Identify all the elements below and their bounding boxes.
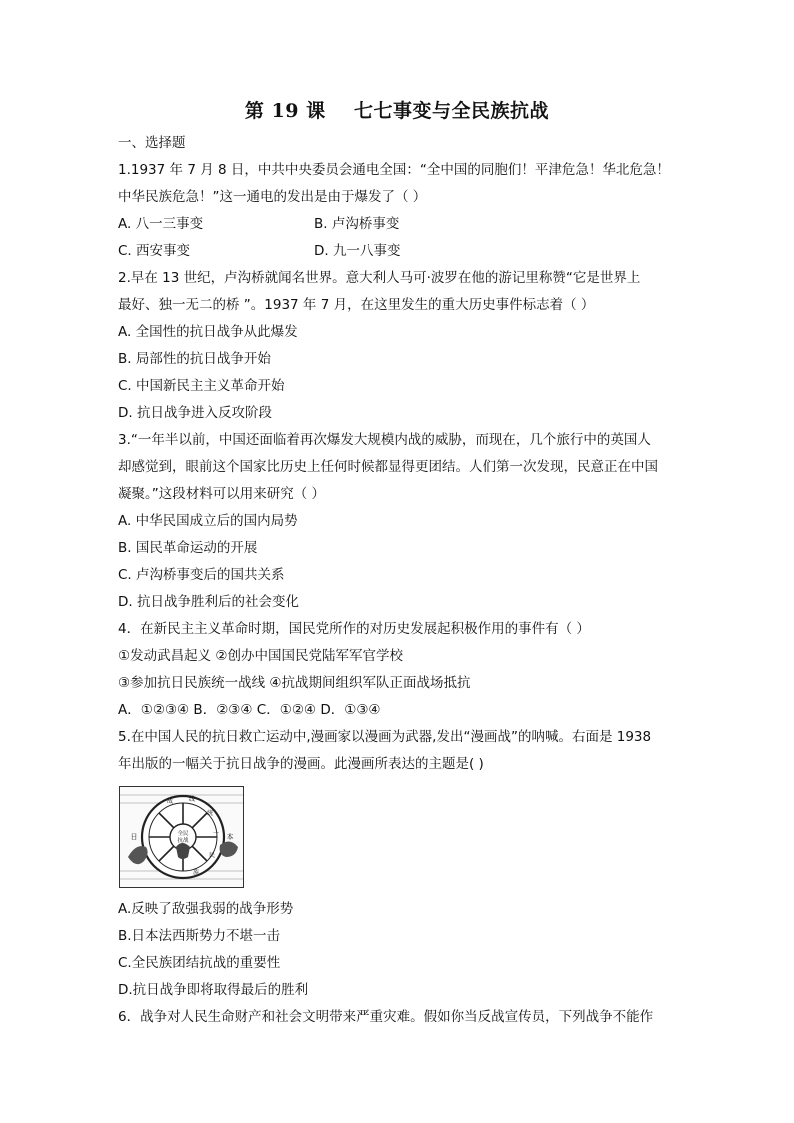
q3-stem-line: 凝聚。”这段材料可以用来研究（ ） [118,486,326,502]
cartoon-side-text: 本 [226,833,234,841]
q5-stem-line: 年出版的一幅关于抗日战争的漫画。此漫画所表达的主题是( ) [118,756,484,772]
cartoon-rim-text: 民 [208,852,216,859]
q4-stem-line: ①发动武昌起义 ②创办中国国民党陆军军官学校 [118,648,403,664]
cartoon-rim-text: 战 [166,798,174,805]
q3-option-b: B. 国民革命运动的开展 [118,540,258,556]
q3-option-c: C. 卢沟桥事变后的国共关系 [118,567,285,583]
page-title: 第 19 课 七七事变与全民族抗战 [244,100,550,122]
q5-option-c: C.全民族团结抗战的重要性 [118,955,281,971]
q2-option-b: B. 局部性的抗日战争开始 [118,351,271,367]
q3-stem-line: 却感觉到，眼前这个国家比历史上任何时候都显得更团结。人们第一次发现，民意正在中国 [118,459,658,475]
cartoon-wheel-illustration [120,787,243,887]
q2-option-c: C. 中国新民主主义革命开始 [118,378,285,394]
cartoon-rim-text: 统 [206,810,214,817]
q1-stem-line: 1.1937 年 7 月 8 日，中共中央委员会通电全国：“全中国的同胞们！平津危急！华北危急！ [118,162,670,178]
cartoon-rim-text: 族 [192,869,200,876]
cartoon-rim-text: 线 [188,796,196,803]
q3-stem-line: 3.“一年半以前，中国还面临着再次爆发大规模内战的威胁，而现在，几个旅行中的英国人 [118,432,651,448]
q1-option-b: B. 卢沟桥事变 [314,216,400,232]
cartoon-image [119,786,244,888]
q4-stem-line: ③参加抗日民族统一战线 ④抗战期间组织军队正面战场抵抗 [118,675,471,691]
q5-option-b: B.日本法西斯势力不堪一击 [118,928,281,944]
cartoon-side-text: 日 [130,833,138,841]
cartoon-hub-text: 抗战 [177,838,189,844]
q1-option-a: A. 八一三事变 [118,216,204,232]
q2-option-d: D. 抗日战争进入反攻阶段 [118,405,272,421]
q3-option-d: D. 抗日战争胜利后的社会变化 [118,594,299,610]
q5-option-d: D.抗日战争即将取得最后的胜利 [118,982,309,998]
q1-stem-line: 中华民族危急！”这一通电的发出是由于爆发了（ ） [118,189,427,205]
q3-option-a: A. 中华民国成立后的国内局势 [118,513,298,529]
q5-stem-line: 5.在中国人民的抗日救亡运动中,漫画家以漫画为武器,发出“漫画战”的呐喊。右面是 1938 [118,729,652,745]
cartoon-hub-text: 全民 [177,831,189,837]
q1-option-d: D. 九一八事变 [314,243,401,259]
q2-option-a: A. 全国性的抗日战争从此爆发 [118,324,298,340]
q4-stem-line: 4．在新民主主义革命时期，国民党所作的对历史发展起积极作用的事件有（ ） [118,621,590,637]
q2-stem-line: 最好、独一无二的桥 ”。1937 年 7 月，在这里发生的重大历史事件标志着（ ） [118,297,595,313]
q2-stem-line: 2.早在 13 世纪，卢沟桥就闻名世界。意大利人马可·波罗在他的游记里称赞“它是世界上 [118,270,641,286]
cartoon-rim-text: 一 [212,830,220,837]
q4-options: A．①②③④ B．②③④ C．①②④ D．①③④ [118,702,381,718]
q5-option-a: A.反映了敌强我弱的战争形势 [118,901,294,917]
q1-option-c: C. 西安事变 [118,243,191,259]
section-heading: 一、选择题 [118,135,186,151]
q6-stem-line: 6．战争对人民生命财产和社会文明带来严重灾难。假如你当反战宣传员，下列战争不能作 [118,1009,654,1025]
